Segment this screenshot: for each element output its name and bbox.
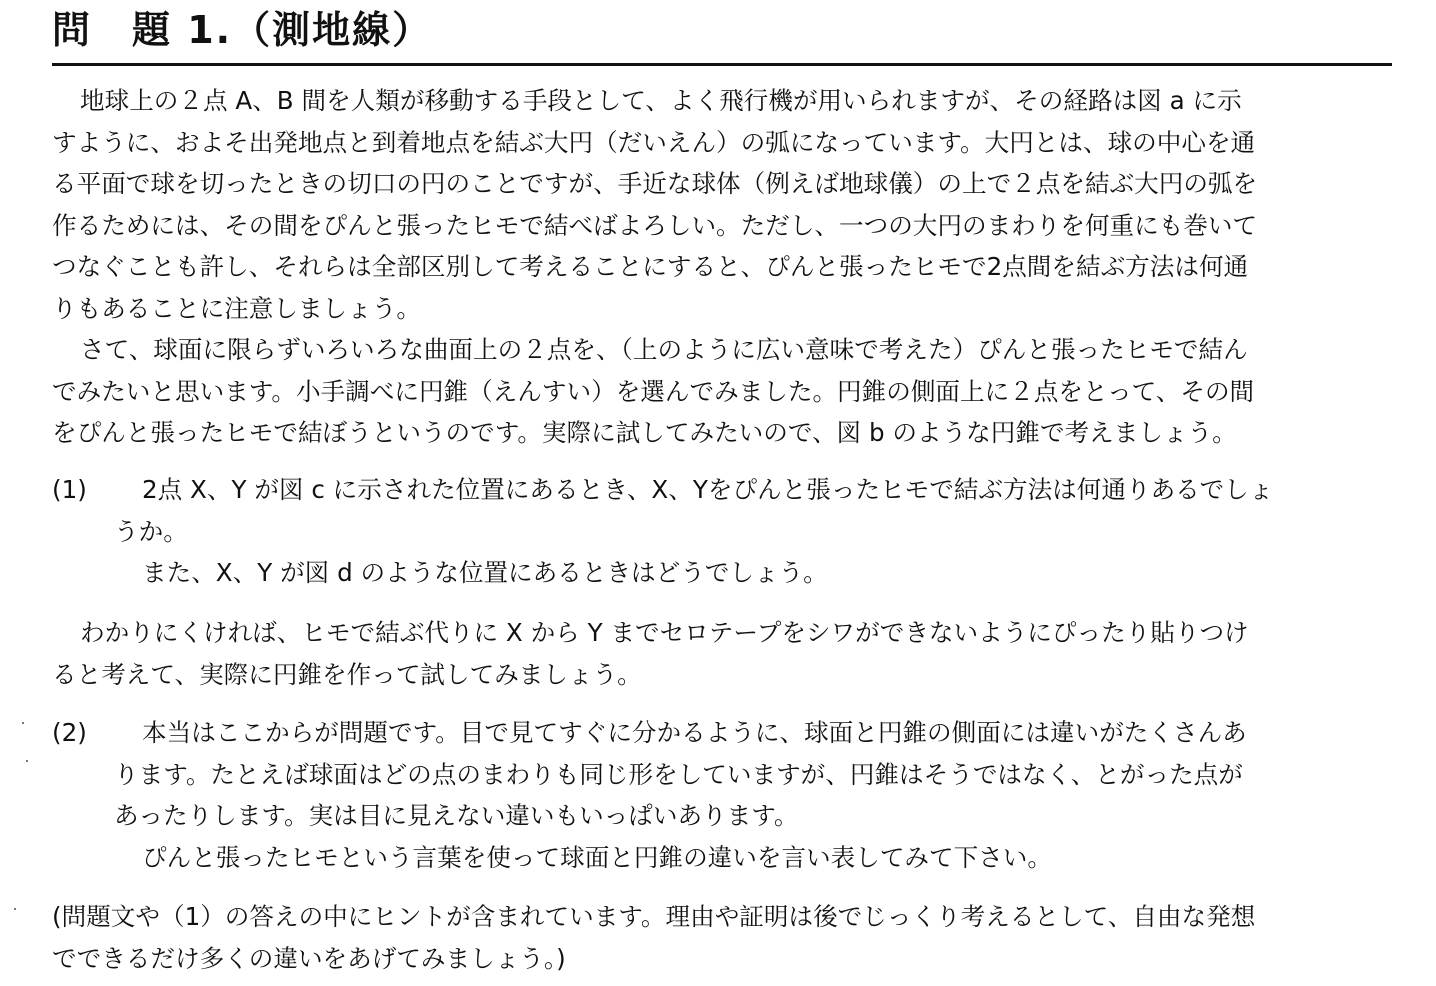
- problem-title: 問 題 1.（測地線）: [52, 8, 433, 52]
- scan-speck: [26, 760, 28, 762]
- question-2-line: ぴんと張ったヒモという言葉を使って球面と円錐の違いを言い表してみて下さい。: [142, 842, 1052, 872]
- intro-line: すように、およそ出発地点と到着地点を結ぶ大円（だいえん）の弧になっています。大円とは、球の中心を通: [52, 127, 1256, 157]
- cone-line: さて、球面に限らずいろいろな曲面上の２点を、（上のように広い意味で考えた）ぴんと張ったヒモで結ん: [80, 335, 1248, 364]
- question-2-line: 本当はここからが問題です。目で見てすぐに分かるように、球面と円錐の側面には違いがたくさんあ: [142, 718, 1247, 747]
- scan-speck: [22, 722, 24, 724]
- title-underline: [52, 63, 1392, 66]
- intro-paragraph: [52, 80, 1397, 329]
- note-line: (問題文や（1）の答えの中にヒントが含まれています。理由や証明は後でじっくり考えるとして、自由な発想: [52, 902, 1256, 931]
- scan-speck: [14, 908, 16, 910]
- intro-line: りもあることに注意しましょう。: [52, 293, 421, 323]
- question-2-line: ります。たとえば球面はどの点のまわりも同じ形をしていますが、円錐はそうではなく、とがった点が: [114, 759, 1243, 789]
- question-2-line: あったりします。実は目に見えない違いもいっぱいあります。: [114, 801, 799, 830]
- question-1-line: また、X、Y が図 d のような位置にあるときはどうでしょう。: [142, 558, 828, 587]
- question-1: [114, 469, 1399, 594]
- cone-paragraph: [52, 329, 1397, 454]
- question-2-number: (2): [52, 718, 87, 747]
- note-line: でできるだけ多くの違いをあげてみましょう。): [52, 943, 566, 973]
- question-1-number: (1): [52, 475, 87, 504]
- intro-line: つなぐことも許し、それらは全部区別して考えることにすると、ぴんと張ったヒモで2点間を結ぶ方法は何通: [52, 252, 1249, 281]
- hint-line: ると考えて、実際に円錐を作って試してみましょう。: [52, 659, 642, 689]
- note-paragraph: [52, 896, 1402, 979]
- question-2: [114, 712, 1399, 878]
- hint-line: わかりにくければ、ヒモで結ぶ代りに X から Y までセロテープをシワができないようにぴったり貼りつけ: [80, 618, 1249, 647]
- intro-line: る平面で球を切ったときの切口の円のことですが、手近な球体（例えば地球儀）の上で２点を結ぶ大円の弧を: [52, 169, 1258, 198]
- cone-line: でみたいと思います。小手調べに円錐（えんすい）を選んでみました。円錐の側面上に２点をとって、その間: [52, 376, 1255, 406]
- intro-line: 地球上の２点 A、B 間を人類が移動する手段として、よく飛行機が用いられますが、その経路は図 a に示: [80, 86, 1242, 115]
- cone-line: をぴんと張ったヒモで結ぼうというのです。実際に試してみたいので、図 b のような円錐で考えましょう。: [52, 418, 1237, 447]
- hint-paragraph: [52, 612, 1397, 695]
- intro-line: 作るためには、その間をぴんと張ったヒモで結べばよろしい。ただし、一つの大円のまわりを何重にも巻いて: [52, 210, 1258, 240]
- question-1-line: 2点 X、Y が図 c に示された位置にあるとき、X、Yをぴんと張ったヒモで結ぶ方法は何通りあるでしょ: [142, 475, 1274, 504]
- question-1-line: うか。: [114, 516, 188, 546]
